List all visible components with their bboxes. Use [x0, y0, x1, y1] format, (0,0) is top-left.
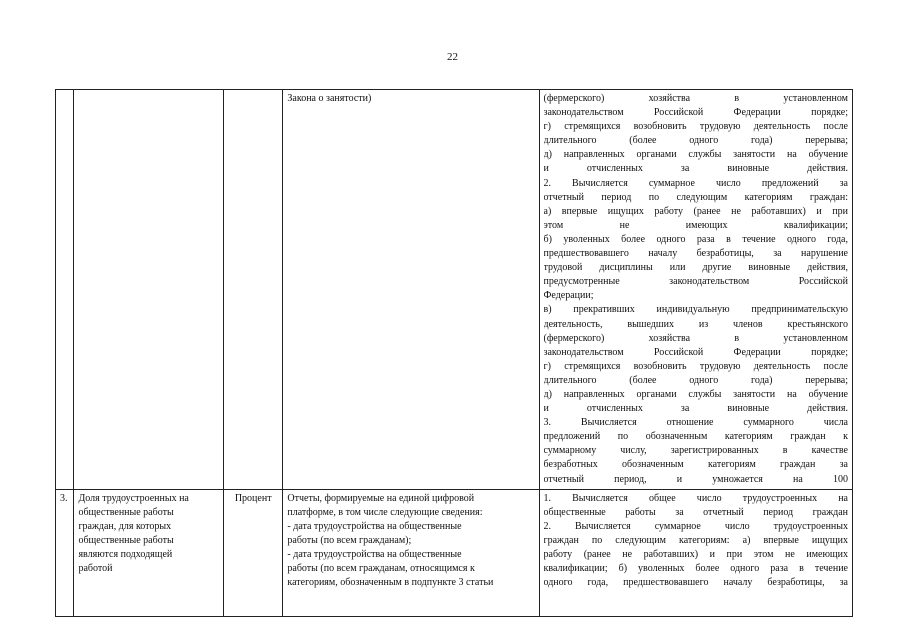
row-number: 3.	[56, 489, 74, 616]
text-line: 2. Вычисляется суммарное число трудоустроенных	[543, 520, 848, 532]
method-cell	[539, 90, 853, 490]
text-line: работой	[78, 563, 113, 575]
source-cell	[283, 90, 539, 490]
number-cell	[56, 90, 74, 490]
text-line: одного года, предшествовавшего началу безработицы, за	[543, 577, 848, 589]
indicator-text	[78, 492, 219, 577]
text-line: работу (ранее не работавших) и при этом не имеющих	[543, 549, 848, 560]
indicator-cell	[74, 489, 224, 616]
text-line: платформе, в том числе следующие сведения:	[287, 506, 483, 518]
source-text	[287, 492, 534, 591]
unit-cell	[224, 90, 283, 490]
text-line: работы (по всем гражданам, относящимся к	[287, 563, 475, 575]
text-line: д) направленных органами службы занятости на обучение	[543, 388, 848, 400]
text-line: Доля трудоустроенных на	[78, 492, 189, 504]
text-line: предложений по обозначенным категориям граждан к	[543, 431, 848, 443]
text-line: общественные работы	[78, 506, 174, 518]
text-line: 1. Вычисляется общее число трудоустроенных на	[543, 492, 848, 504]
text-line: работы (по всем гражданам);	[287, 534, 412, 546]
text-line: и отчисленных за виновные действия.	[543, 163, 848, 175]
text-line: - дата трудоустройства на общественные	[287, 549, 462, 560]
text-line: д) направленных органами службы занятости на обучение	[543, 149, 848, 161]
text-line: суммарному числу, зарегистрированных в качестве	[543, 445, 848, 457]
text-line: длительного (более одного года) перерыва;	[543, 135, 848, 147]
text-line: отчетный период по следующим категориям граждан:	[543, 191, 848, 203]
text-line: отчетный период, и умножается на 100	[543, 473, 848, 485]
text-line: являются подходящей	[78, 549, 173, 560]
text-line: категориям, обозначенным в подпункте 3 статьи	[287, 577, 494, 589]
text-line: этом не имеющих квалификации;	[543, 219, 848, 231]
text-line: длительного (более одного года) перерыва;	[543, 374, 848, 386]
text-line: законодательством Российской Федерации порядке;	[543, 346, 848, 358]
page-number: 22	[447, 51, 458, 63]
text-line: в) прекративших индивидуальную предпринимательскую	[543, 304, 848, 316]
text-line: трудовой дисциплины или другие виновные действия,	[543, 262, 848, 274]
text-line: законодательством Российской Федерации порядке;	[543, 107, 848, 119]
unit-cell: Процент	[224, 489, 283, 616]
text-line: - дата трудоустройства на общественные	[287, 520, 462, 532]
text-line: (фермерского) хозяйства в установленном	[543, 332, 848, 344]
text-line: г) стремящихся возобновить трудовую деятельность после	[543, 360, 848, 372]
text-line: предшествовавшего началу безработицы, за нарушение	[543, 248, 848, 260]
source-cell	[283, 489, 539, 616]
text-line: 3. Вычисляется отношение суммарного числа	[543, 417, 848, 429]
indicators-table	[55, 89, 853, 617]
text-line: 2. Вычисляется суммарное число предложений за	[543, 177, 848, 189]
method-text	[544, 92, 849, 487]
table-row-3	[56, 489, 853, 616]
text-line: Федерации;	[543, 290, 594, 302]
text-line: а) впервые ищущих работу (ранее не работавших) и при	[543, 205, 848, 217]
text-line: граждан по следующим категориям: а) впервые ищущих	[543, 534, 848, 546]
text-line: деятельность, вышедших из членов крестьянского	[543, 318, 848, 330]
text-line: общественные работы за отчетный период граждан	[543, 506, 848, 518]
source-text: Закона о занятости)	[287, 93, 372, 104]
text-line: квалификации; б) уволенных более одного раза в течение	[543, 563, 848, 575]
text-line: безработных обозначенным категориям граждан за	[543, 459, 848, 471]
method-cell	[539, 489, 853, 616]
text-line: б) уволенных более одного раза в течение одного года,	[543, 233, 848, 245]
text-line: г) стремящихся возобновить трудовую деятельность после	[543, 121, 848, 133]
text-line: предусмотренные законодательством Российской	[543, 276, 848, 288]
text-line: граждан, для которых	[78, 520, 172, 532]
text-line: Отчеты, формируемые на единой цифровой	[287, 492, 475, 504]
text-line: общественные работы	[78, 534, 174, 546]
text-line: (фермерского) хозяйства в установленном	[543, 93, 848, 104]
indicator-cell	[74, 90, 224, 490]
text-line: и отчисленных за виновные действия.	[543, 403, 848, 415]
method-text	[544, 492, 849, 591]
table-row-continued	[56, 90, 853, 490]
